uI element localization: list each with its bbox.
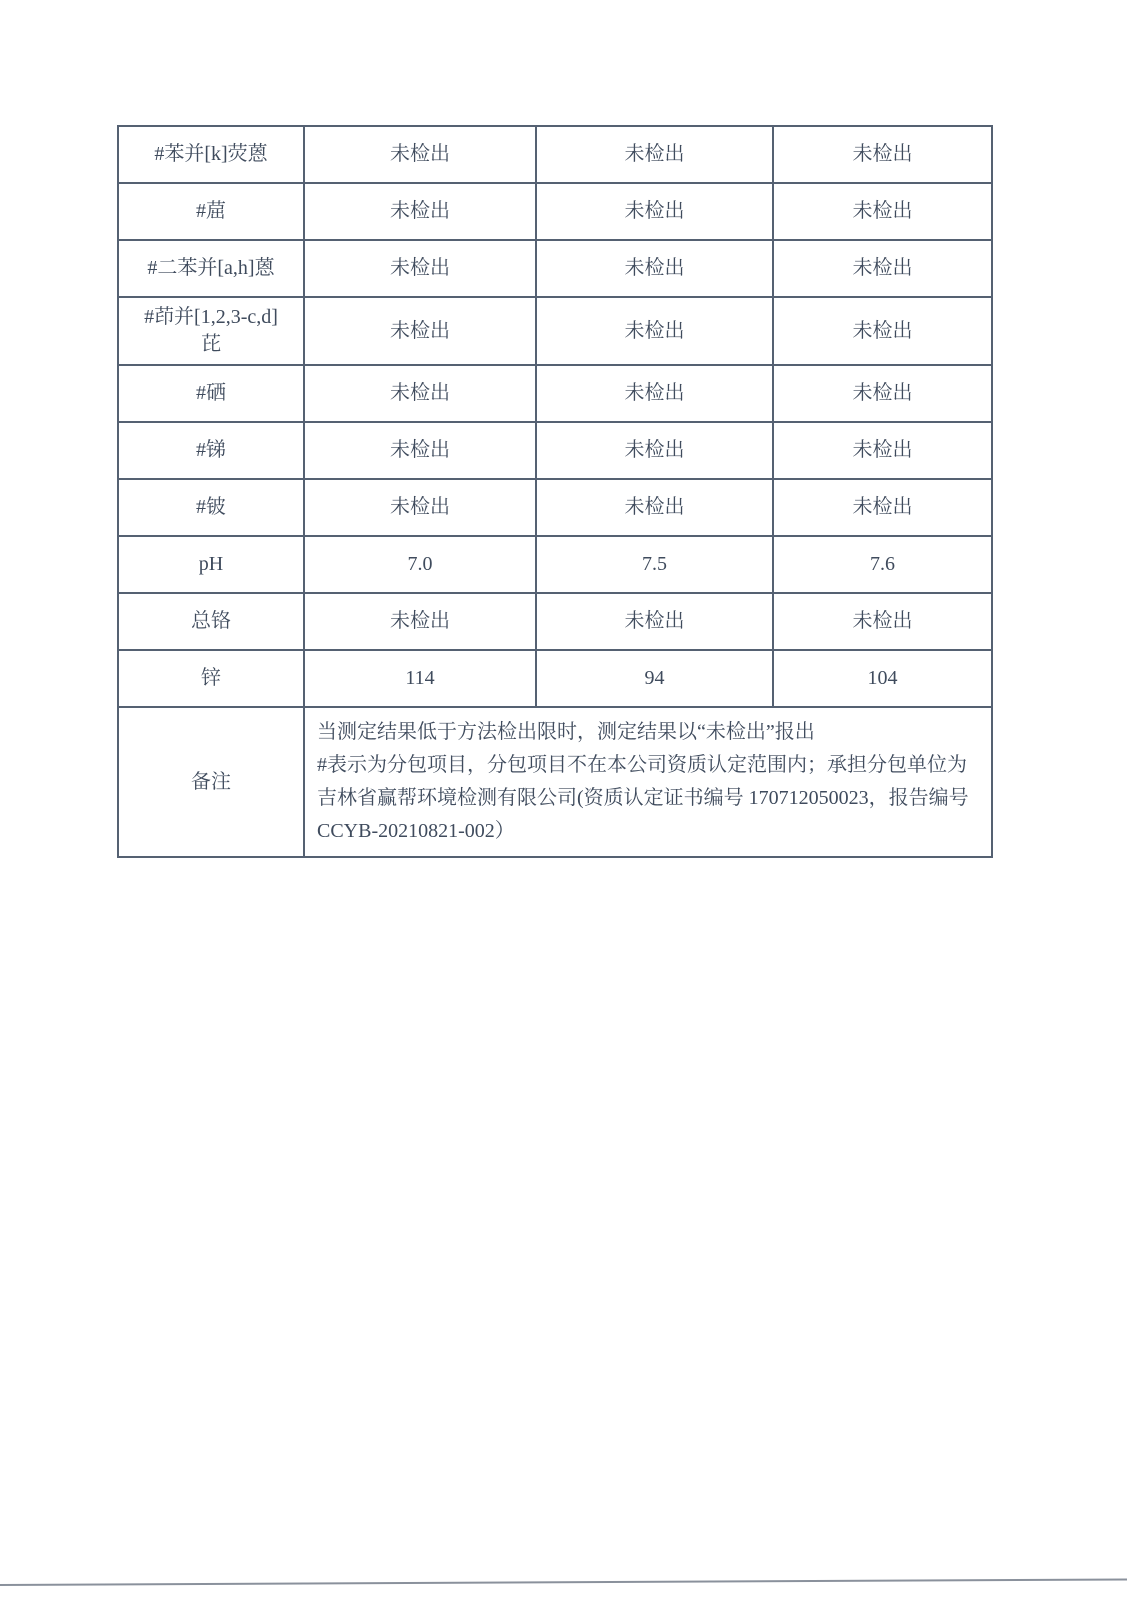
result-value: 未检出 <box>536 297 773 365</box>
result-value: 未检出 <box>773 422 992 479</box>
remark-content <box>304 707 992 857</box>
result-value: 7.5 <box>536 536 773 593</box>
table-row <box>118 536 992 593</box>
result-value: 7.6 <box>773 536 992 593</box>
table-row <box>118 297 992 365</box>
result-value: 未检出 <box>536 593 773 650</box>
result-value: 104 <box>773 650 992 707</box>
result-value: 未检出 <box>536 365 773 422</box>
results-table-body <box>118 126 992 857</box>
result-value: 未检出 <box>304 422 536 479</box>
result-value: 未检出 <box>773 365 992 422</box>
parameter-label: #铍 <box>118 479 304 536</box>
result-value: 未检出 <box>304 297 536 365</box>
result-value: 未检出 <box>536 126 773 183</box>
table-row <box>118 365 992 422</box>
parameter-label: #茚并[1,2,3-c,d]芘 <box>118 297 304 365</box>
results-table <box>117 125 993 858</box>
result-value: 未检出 <box>304 479 536 536</box>
remark-line: 当测定结果低于方法检出限时，测定结果以“未检出”报出 <box>317 721 815 743</box>
parameter-label: #锑 <box>118 422 304 479</box>
result-value: 未检出 <box>536 422 773 479</box>
result-value: 未检出 <box>536 240 773 297</box>
result-value: 未检出 <box>773 593 992 650</box>
result-value: 未检出 <box>304 126 536 183</box>
parameter-label: #䓛 <box>118 183 304 240</box>
table-row <box>118 422 992 479</box>
remark-label: 备注 <box>118 707 304 857</box>
parameter-label: 锌 <box>118 650 304 707</box>
result-value: 未检出 <box>773 297 992 365</box>
table-row <box>118 593 992 650</box>
result-value: 未检出 <box>773 240 992 297</box>
parameter-label: #硒 <box>118 365 304 422</box>
result-value: 未检出 <box>773 183 992 240</box>
result-value: 未检出 <box>304 365 536 422</box>
result-value: 114 <box>304 650 536 707</box>
table-row <box>118 183 992 240</box>
remark-line: #表示为分包项目，分包项目不在本公司资质认定范围内；承担分包单位为吉林省赢帮环境检测有限公司(资质认定证书编号 170712050023，报告编号 CCYB-20210821-002） <box>317 754 969 842</box>
result-value: 未检出 <box>536 479 773 536</box>
result-value: 未检出 <box>304 183 536 240</box>
parameter-label: #二苯并[a,h]蒽 <box>118 240 304 297</box>
table-row <box>118 650 992 707</box>
table-row <box>118 126 992 183</box>
result-value: 未检出 <box>773 479 992 536</box>
parameter-label: #苯并[k]荧蒽 <box>118 126 304 183</box>
result-value: 未检出 <box>304 593 536 650</box>
parameter-label: 总铬 <box>118 593 304 650</box>
table-row <box>118 479 992 536</box>
result-value: 未检出 <box>304 240 536 297</box>
result-value: 7.0 <box>304 536 536 593</box>
parameter-label: pH <box>118 536 304 593</box>
result-value: 未检出 <box>773 126 992 183</box>
table-row <box>118 240 992 297</box>
remark-row <box>118 707 992 857</box>
scan-edge-artifact <box>0 1578 1127 1586</box>
result-value: 94 <box>536 650 773 707</box>
result-value: 未检出 <box>536 183 773 240</box>
